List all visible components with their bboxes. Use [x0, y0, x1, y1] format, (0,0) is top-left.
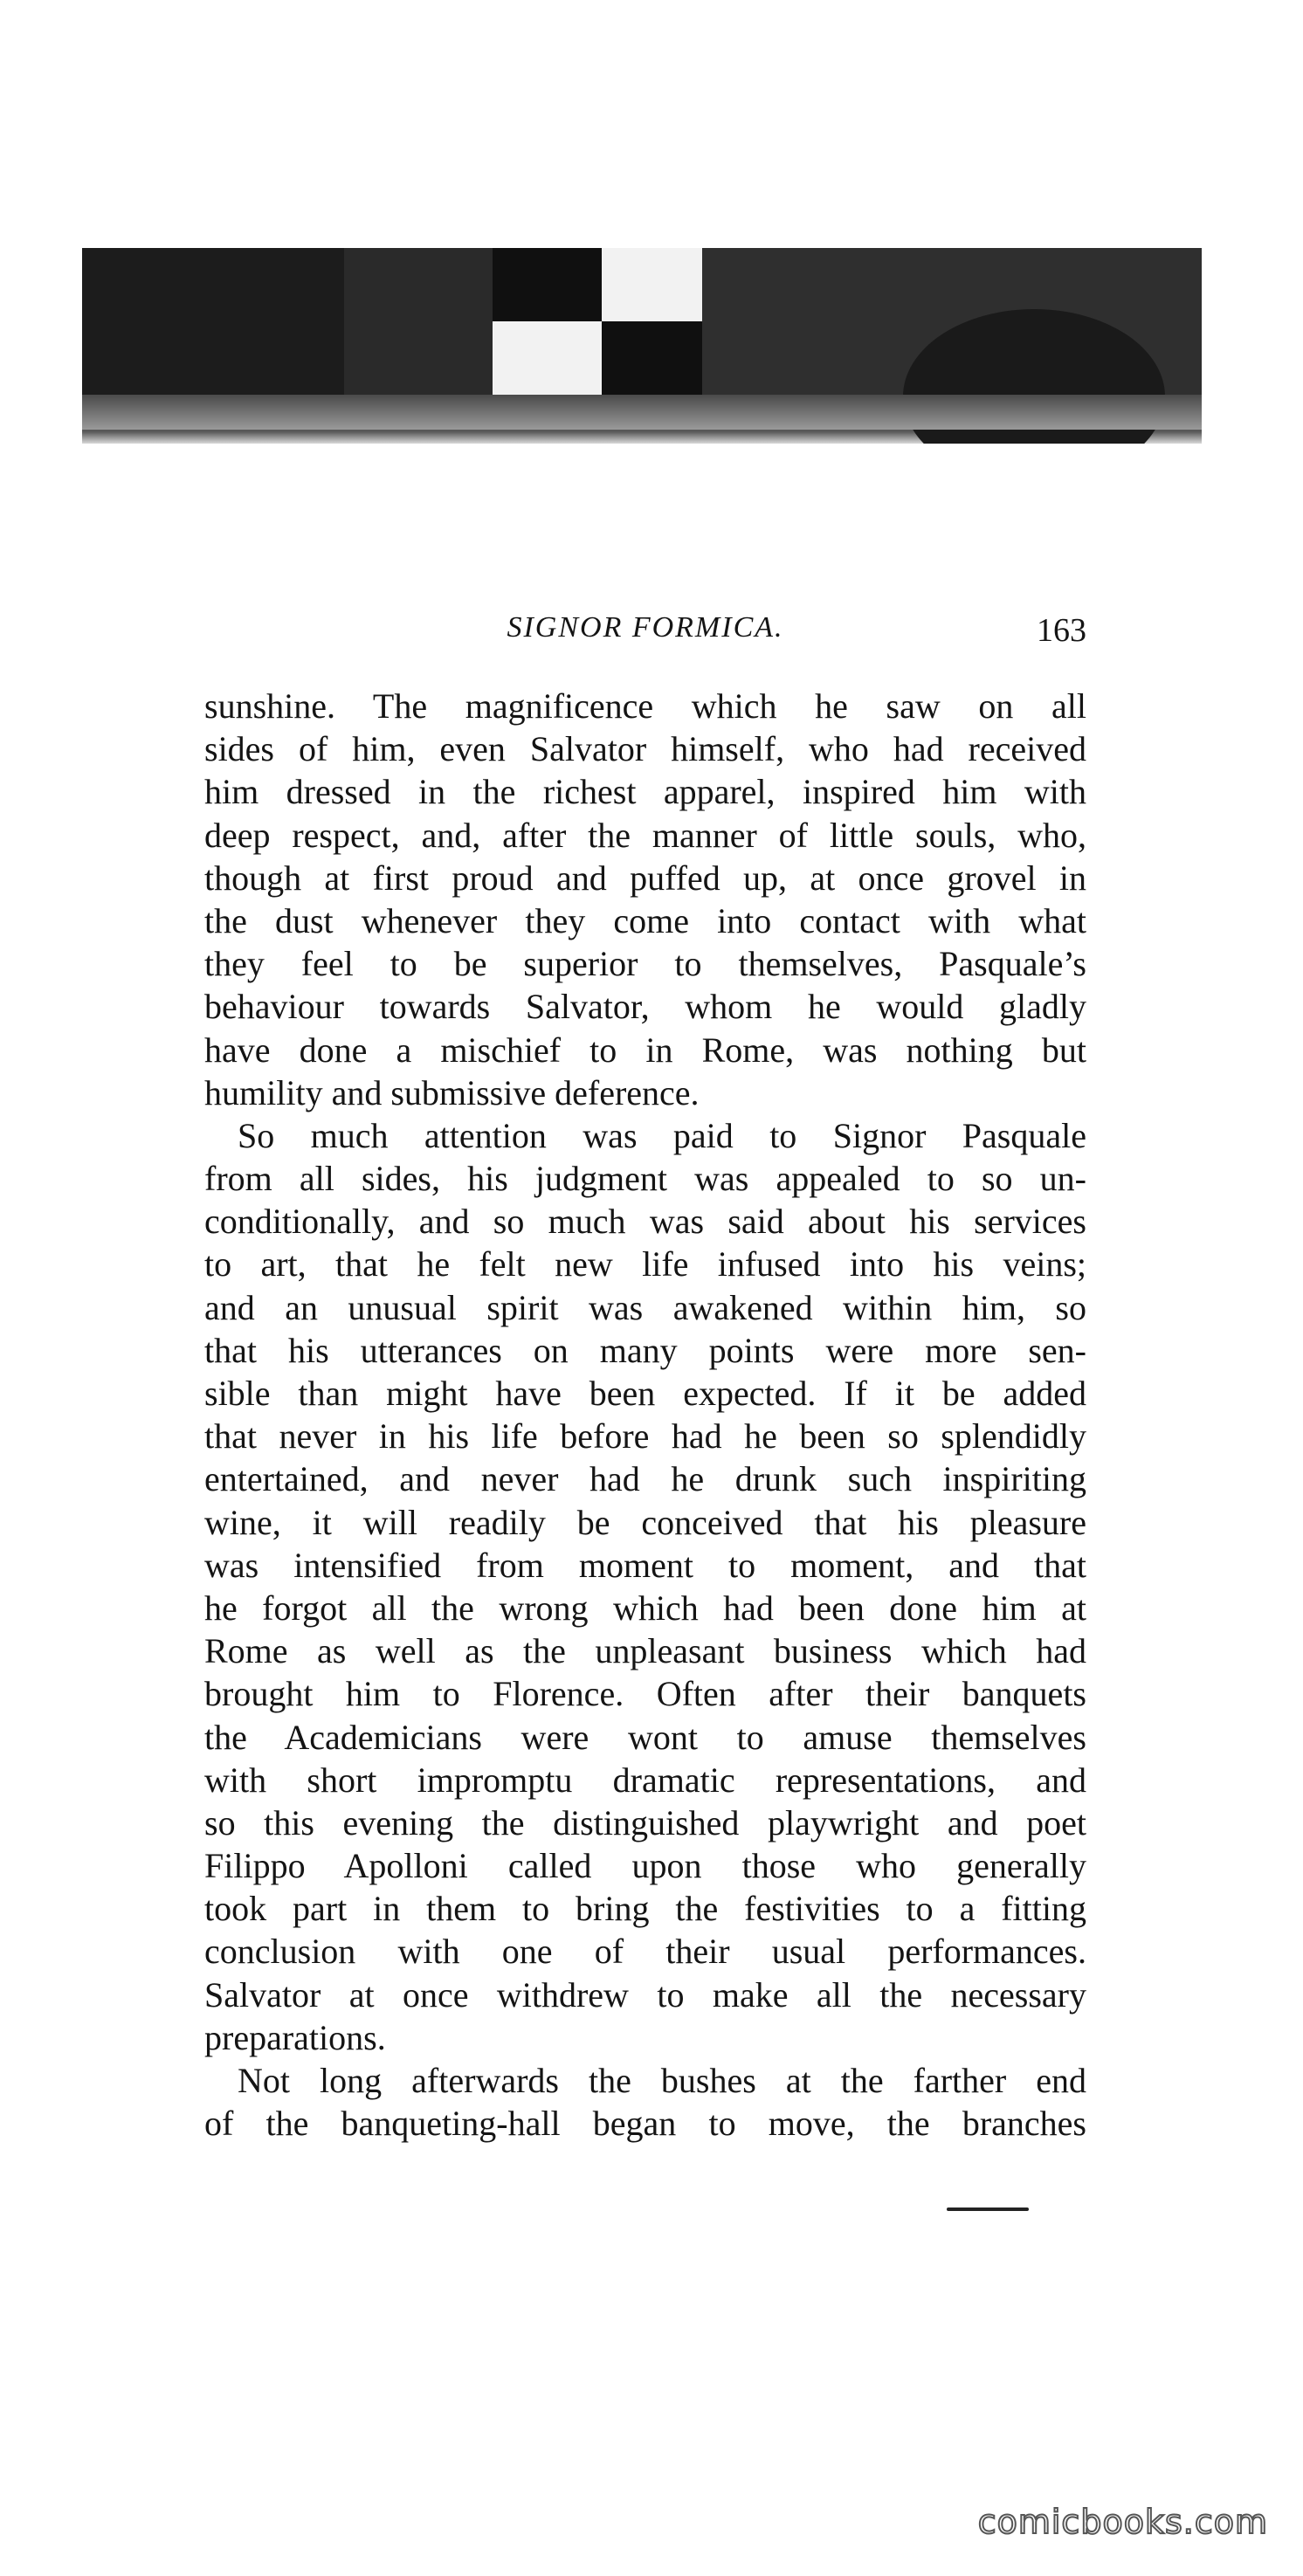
text-line: wine, it will readily be conceived that his pleasure: [204, 1502, 1086, 1542]
watermark: comicbooks.com: [977, 2503, 1268, 2541]
text-line: sunshine. The magnificence which he saw on all: [204, 686, 1086, 726]
text-line: he forgot all the wrong which had been done him at: [204, 1588, 1086, 1628]
text-line: sides of him, even Salvator himself, who had received: [204, 729, 1086, 769]
text-line: to art, that he felt new life infused into his veins;: [204, 1244, 1086, 1285]
text-line: preparations.: [204, 2017, 386, 2057]
text-line: Salvator at once withdrew to make all the necessary: [204, 1974, 1086, 2015]
running-title: SIGNOR FORMICA.: [507, 611, 784, 644]
scanned-image-strip: [82, 248, 1202, 444]
text-line: so this evening the distinguished playwright and poet: [204, 1802, 1086, 1842]
text-line: behaviour towards Salvator, whom he would gladly: [204, 987, 1086, 1027]
text-line: have done a mischief to in Rome, was nothing but: [204, 1030, 1086, 1070]
strip-floor: [82, 395, 1202, 430]
text-line: with short impromptu dramatic representations, and: [204, 1760, 1086, 1800]
text-line: Filippo Apolloni called upon those who generally: [204, 1846, 1086, 1886]
text-line: sible than might have been expected. If it be added: [204, 1374, 1086, 1413]
text-line: that never in his life before had he been so splendidly: [204, 1416, 1086, 1457]
text-line: that his utterances on many points were more sen-: [204, 1330, 1086, 1370]
text-line: Not long afterwards the bushes at the farther end: [238, 2061, 1086, 2100]
text-line: the Academicians were wont to amuse themselves: [204, 1717, 1086, 1757]
text-line: and an unusual spirit was awakened within him, so: [204, 1287, 1086, 1327]
text-line: of the banqueting-hall began to move, the branches: [204, 2104, 1086, 2144]
strip-window-pane-bottom: [493, 321, 602, 395]
strip-dark-mid: [344, 248, 493, 395]
text-line: conditionally, and so much was said about his services: [204, 1202, 1086, 1242]
text-line: was intensified from moment to moment, and that: [204, 1545, 1086, 1585]
strip-window-pane-top: [602, 248, 702, 321]
strip-dark-left: [82, 248, 344, 395]
text-line: took part in them to bring the festivities to a fitting: [204, 1889, 1086, 1929]
text-line: deep respect, and, after the manner of little souls, who,: [204, 815, 1086, 855]
text-line: from all sides, his judgment was appealed to so un-: [204, 1159, 1086, 1199]
text-line: brought him to Florence. Often after their banquets: [204, 1674, 1086, 1714]
text-line: they feel to be superior to themselves, Pasquale’s: [204, 944, 1086, 984]
running-head: [204, 611, 1086, 655]
text-line: Rome as well as the unpleasant business which had: [204, 1631, 1086, 1671]
text-line: So much attention was paid to Signor Pasquale: [238, 1115, 1086, 1155]
body-text: [204, 685, 1086, 2145]
text-line: humility and submissive deference.: [204, 1072, 700, 1112]
text-line: though at first proud and puffed up, at once grovel in: [204, 858, 1086, 898]
text-line: entertained, and never had he drunk such inspiriting: [204, 1459, 1086, 1499]
text-line: him dressed in the richest apparel, inspired him with: [204, 772, 1086, 812]
text-line: conclusion with one of their usual performances.: [204, 1932, 1086, 1972]
page-number: 163: [1037, 612, 1086, 649]
text-line: the dust whenever they come into contact with what: [204, 900, 1086, 940]
printer-mark-rule: [947, 2208, 1029, 2211]
